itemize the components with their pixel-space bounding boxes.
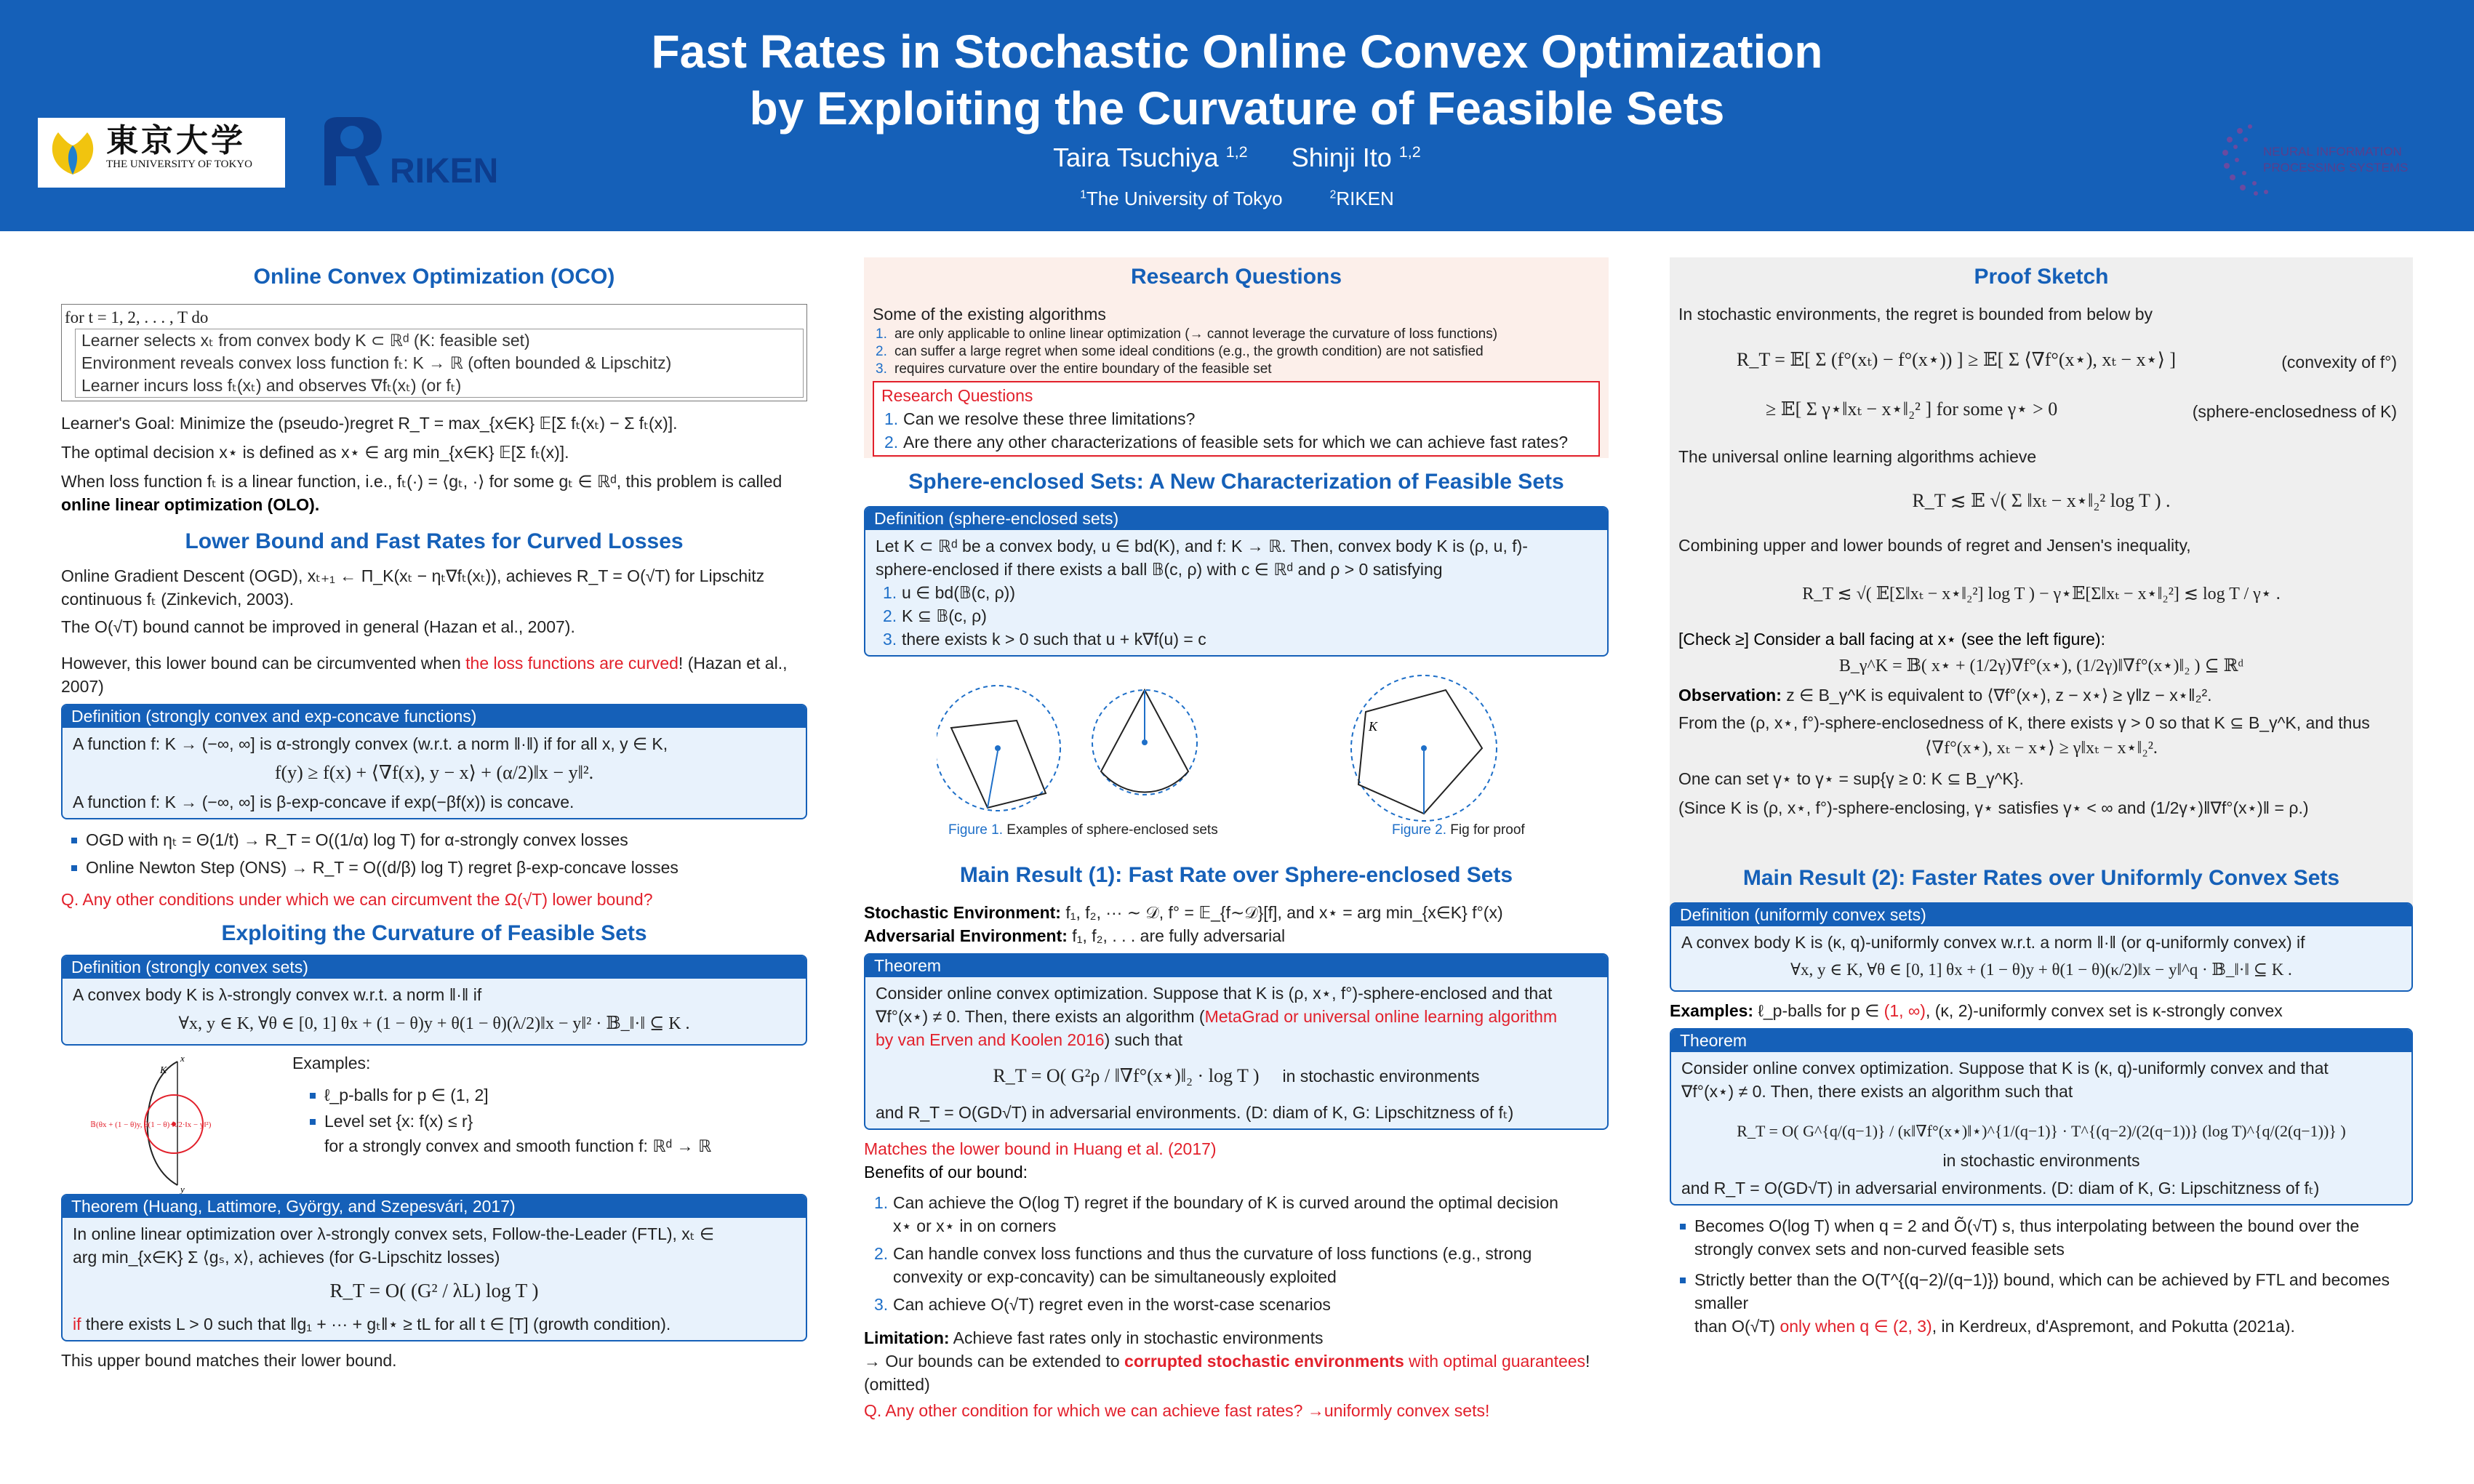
affiliation: The University of Tokyo xyxy=(1086,188,1283,209)
theorem-equation: R_T = O( G^{q/(q−1)} / (κ‖∇f°(x⋆)‖⋆)^{1/(q−1)} · T^{(q−2)/(2(q−1))} (log T)^{q/(2(q−1))} ) xyxy=(1737,1122,2346,1140)
theorem-body xyxy=(1671,1052,2411,1204)
definition-header: Definition (sphere-enclosed sets) xyxy=(865,508,1607,530)
proof-text: One can set γ⋆ to γ⋆ = sup{γ ≥ 0: K ⊆ B_γ^K}. xyxy=(1678,769,2024,788)
theorem-equation-row xyxy=(876,1064,1597,1088)
definition-box-uniformly-convex xyxy=(1670,902,2413,992)
definition-line: A convex body K is λ-strongly convex w.r.t. a norm ‖·‖ if xyxy=(73,985,482,1004)
rq-limitations xyxy=(873,326,1600,378)
uniformly-convex-examples: Examples: ℓ_p-balls for p ∈ (1, ∞), (κ, 2)-uniformly convex set is κ-strongly convex xyxy=(1670,1001,2283,1020)
author-name: Taira Tsuchiya xyxy=(1053,143,1219,172)
theorem-body xyxy=(63,1218,806,1340)
theorem-line: arg min_{x∈K} Σ ⟨gₛ, x⟩, achieves (for G-Lipschitz losses) xyxy=(73,1248,500,1267)
stochastic-env: Stochastic Environment: f₁, f₂, ··· ∼ 𝒟, f° = 𝔼_{f∼𝒟}[f], and x⋆ = arg min_{x∈K} f°(x) xyxy=(864,903,1503,922)
list-item: Online Newton Step (ONS) → R_T = O((d/β) log T) regret β-exp-concave losses xyxy=(68,856,807,879)
oco-step: Learner selects xₜ from convex body K ⊂ ℝᵈ (K: feasible set) xyxy=(81,331,530,350)
logo-english: THE UNIVERSITY OF TOKYO xyxy=(106,159,252,170)
theorem-box-main-1 xyxy=(864,953,1609,1130)
figure-label: Figure 1. xyxy=(948,822,1003,838)
list-item: 2. Can handle convex loss functions and thus the curvature of loss functions (e.g., strong convexity or exp-concavity) can be simultaneously exploited xyxy=(874,1244,1532,1286)
section-title-lower-bound: Lower Bound and Fast Rates for Curved Losses xyxy=(185,529,684,553)
theorem-line: ∇f°(x⋆) ≠ 0. Then, there exists an algorithm such that xyxy=(1681,1082,2073,1101)
logo-kanji: 東京大学 xyxy=(106,122,246,159)
middle-column xyxy=(864,254,1609,1422)
theorem-equation-note: in stochastic environments xyxy=(1942,1151,2140,1170)
definition-line: Let K ⊂ ℝᵈ be a convex body, u ∈ bd(K), and f: K → ℝ. Then, convex body K is (ρ, u, f)- xyxy=(876,537,1528,556)
list-item: Strictly better than the O(T^{(q−2)/(q−1)}) bound, which can be achieved by FTL and becomes smaller than O(√T) only when q ∈ (2, 3), in Kerdreux, d'Aspremont, and Pokutta (2021a). xyxy=(1677,1268,2413,1338)
author-affil-mark: 1,2 xyxy=(1398,143,1421,161)
theorem-equation: R_T = O( G²ρ / ‖∇f°(x⋆)‖₂ · log T ) xyxy=(993,1065,1260,1086)
section-title-research-questions: Research Questions xyxy=(1130,265,1342,289)
proof-text: (Since K is (ρ, x⋆, f°)-sphere-enclosing, γ⋆ satisfies γ⋆ < ∞ and (1/2γ⋆)‖∇f°(x⋆)‖ = ρ.) xyxy=(1678,798,2309,817)
definition-header: Definition (strongly convex sets) xyxy=(63,956,806,979)
olo-text-2: online linear optimization (OLO). xyxy=(61,495,320,514)
left-column xyxy=(61,254,807,1372)
svg-text:NEURAL INFORMATION: NEURAL INFORMATION xyxy=(2263,145,2402,159)
list-item: 1. Can achieve the O(log T) regret if the boundary of K is curved around the optimal decision x⋆ or x⋆ in on corners xyxy=(874,1193,1558,1235)
affil-mark: 1 xyxy=(1080,188,1086,201)
figure-2-caption xyxy=(1392,822,1525,838)
research-questions-content xyxy=(864,302,1609,457)
proof-text: From the (ρ, x⋆, f°)-sphere-enclosedness of K, there exists γ > 0 so that K ⊆ B_γ^K, and thus xyxy=(1678,713,2370,732)
benefits-title: Benefits of our bound: xyxy=(864,1163,1028,1182)
list-item: 2. can suffer a large regret when some ideal conditions (e.g., the growth condition) are not satisfied xyxy=(876,344,1484,359)
theorem-line: Consider online convex optimization. Suppose that K is (ρ, x⋆, f°)-sphere-enclosed and that xyxy=(876,984,1553,1003)
theorem-equation-row xyxy=(1681,1119,2401,1143)
definition-body xyxy=(1671,926,2411,990)
rq-intro: Some of the existing algorithms xyxy=(873,305,1106,324)
figure-1-caption xyxy=(948,822,1218,838)
section-title-proof-sketch: Proof Sketch xyxy=(1974,265,2109,289)
header-banner xyxy=(0,0,2474,231)
svg-text:K: K xyxy=(1369,719,1378,734)
ogd-text-3: The O(√T) bound cannot be improved in general (Hazan et al., 2007). xyxy=(61,617,575,636)
oco-step: Environment reveals convex loss function fₜ: K → ℝ (often bounded & Lipschitz) xyxy=(81,353,672,372)
oco-protocol-box xyxy=(61,304,807,401)
svg-text:RIKEN: RIKEN xyxy=(390,152,499,190)
section-title-oco: Online Convex Optimization (OCO) xyxy=(253,265,615,289)
affiliation: RIKEN xyxy=(1336,188,1394,209)
figures-row xyxy=(864,665,1609,866)
right-column xyxy=(1670,254,2413,1338)
examples-title: Examples: xyxy=(292,1054,371,1072)
definition-box-sphere-enclosed xyxy=(864,506,1609,657)
list-item: Becomes O(log T) when q = 2 and Õ(√T) s, thus interpolating between the bound over the strongly convex sets and non-curved feasible sets xyxy=(1677,1214,2413,1261)
list-item: Level set {x: f(x) ≤ r} xyxy=(307,1110,787,1133)
theorem-box-huang xyxy=(61,1194,807,1341)
rq-box-list xyxy=(881,407,1591,454)
proof-text: The universal online learning algorithms achieve xyxy=(1678,447,2037,466)
circumvent-b: ! (Hazan et al., xyxy=(678,654,788,673)
list-item: 1. u ∈ bd(𝔹(c, ρ)) xyxy=(883,583,1016,602)
theorem-line: Consider online convex optimization. Suppose that K is (κ, q)-uniformly convex and that xyxy=(1681,1059,2329,1078)
section-title-sphere-enclosed: Sphere-enclosed Sets: A New Characterization of Feasible Sets xyxy=(908,470,1564,494)
proof-equation: R_T ≲ √( 𝔼[Σ‖xₜ − x⋆‖₂²] log T ) − γ⋆𝔼[Σ‖xₜ − x⋆‖₂²] ≲ log T / γ⋆ . xyxy=(1802,585,2281,603)
definition-box-strongly-convex-functions xyxy=(61,704,807,819)
definition-line: A function f: K → (−∞, ∞] is β-exp-concave if exp(−βf(x)) is concave. xyxy=(73,793,575,811)
oco-loop-header: for t = 1, 2, . . . , T do xyxy=(65,308,209,326)
figure-caption: Examples of sphere-enclosed sets xyxy=(1006,822,1218,838)
theorem-header: Theorem xyxy=(865,955,1607,977)
proof-eq-row xyxy=(1678,336,2404,390)
proof-text: In stochastic environments, the regret is bounded from below by xyxy=(1678,305,2153,324)
circumvent-highlight: the loss functions are curved xyxy=(465,654,678,673)
check-text: [Check ≥] Consider a ball facing at x⋆ (see the left figure): xyxy=(1678,630,2105,649)
list-item: OGD with ηₜ = Θ(1/t) → R_T = O((1/α) log T) for α-strongly convex losses xyxy=(68,828,807,851)
examples-note: for a strongly convex and smooth function f: ℝᵈ → ℝ xyxy=(324,1136,712,1155)
proof-equation: B_γ^K = 𝔹( x⋆ + (1/2γ)∇f°(x⋆), (1/2γ)‖∇f°(x⋆)‖₂ ) ⊆ ℝᵈ xyxy=(1838,657,2244,675)
omitted-note: (omitted) xyxy=(864,1375,930,1394)
proof-equation: R_T = 𝔼[ Σ (f°(xₜ) − f°(x⋆)) ] ≥ 𝔼[ Σ ⟨∇f°(x⋆), xₜ − x⋆⟩ ] xyxy=(1737,349,2177,370)
svg-text:y: y xyxy=(180,1184,185,1194)
proof-equation-note: (convexity of f°) xyxy=(2281,353,2397,372)
theorem-equation-note: in stochastic environments xyxy=(1282,1067,1480,1086)
definition-line: sphere-enclosed if there exists a ball 𝔹(c, ρ) with c ∈ ℝᵈ and ρ > 0 satisfying xyxy=(876,560,1443,579)
svg-text:K: K xyxy=(160,1065,167,1076)
matches-note: Matches the lower bound in Huang et al. (2017) xyxy=(864,1139,1217,1158)
proof-sketch-content xyxy=(1670,302,2413,819)
main-result-2-notes xyxy=(1677,1214,2413,1338)
proof-eq-row xyxy=(1678,390,2404,444)
affil-mark: 2 xyxy=(1329,188,1337,201)
theorem-if: if xyxy=(73,1315,81,1333)
definition-conditions xyxy=(880,581,1597,651)
list-item: 2. K ⊆ 𝔹(c, ρ) xyxy=(883,606,987,625)
strongly-convex-set-figure xyxy=(90,1051,308,1194)
definition-body xyxy=(865,530,1607,655)
proof-text: Combining upper and lower bounds of regret and Jensen's inequality, xyxy=(1678,536,2191,555)
svg-text:PROCESSING SYSTEMS: PROCESSING SYSTEMS xyxy=(2263,161,2409,175)
question-1: Q. Any other conditions under which we can circumvent the Ω(√T) lower bound? xyxy=(61,890,653,909)
oco-steps xyxy=(75,329,804,398)
definition-header: Definition (strongly convex and exp-concave functions) xyxy=(63,705,806,728)
riken-logo xyxy=(317,113,506,193)
definition-equation: f(y) ≥ f(x) + ⟨∇f(x), y − x⟩ + (α/2)‖x − y‖². xyxy=(274,762,594,783)
definition-body xyxy=(63,728,806,818)
university-of-tokyo-logo xyxy=(38,118,285,188)
sphere-enclosed-examples-figure xyxy=(937,670,1242,822)
strongly-convex-examples xyxy=(61,1051,807,1194)
definition-equation: ∀x, y ∈ K, ∀θ ∈ [0, 1] θx + (1 − θ)y + θ(1 − θ)(λ/2)‖x − y‖² · 𝔹_‖·‖ ⊆ K . xyxy=(178,1014,690,1033)
svg-text:x: x xyxy=(180,1053,185,1064)
circumvent-c: 2007) xyxy=(61,677,104,696)
theorem-body xyxy=(865,977,1607,1128)
proof-equation: ⟨∇f°(x⋆), xₜ − x⋆⟩ ≥ γ‖xₜ − x⋆‖₂². xyxy=(1925,739,2158,758)
ogd-text-2: continuous fₜ (Zinkevich, 2003). xyxy=(61,590,295,609)
list-item: 3. Can achieve O(√T) regret even in the worst-case scenarios xyxy=(874,1295,1331,1314)
fast-rates-list xyxy=(68,828,807,879)
rq-box-header: Research Questions xyxy=(881,386,1033,405)
theorem-condition: there exists L > 0 such that ‖g₁ + ··· + gₜ‖⋆ ≥ tL for all t ∈ [T] (growth condition). xyxy=(81,1315,671,1333)
theorem-line: ∇f°(x⋆) ≠ 0. Then, there exists an algorithm (MetaGrad or universal online learning algorithm xyxy=(876,1007,1558,1026)
theorem-line: by van Erven and Koolen 2016) such that xyxy=(876,1030,1182,1049)
examples-list xyxy=(307,1083,787,1133)
theorem-equation: R_T = O( (G² / λL) log T ) xyxy=(329,1280,539,1301)
proof-equation: R_T ≲ 𝔼 √( Σ ‖xₜ − x⋆‖₂² log T ) . xyxy=(1912,490,2171,511)
proof-figure xyxy=(1337,668,1562,835)
list-item: 1. Can we resolve these three limitations? xyxy=(884,409,1196,428)
theorem-line: and R_T = O(GD√T) in adversarial environments. (D: diam of K, G: Lipschitzness of fₜ) xyxy=(1681,1179,2320,1198)
question-2: Q. Any other condition for which we can achieve fast rates? →uniformly convex sets! xyxy=(864,1401,1490,1420)
list-item: 1. are only applicable to online linear optimization (→ cannot leverage the curvature of loss functions) xyxy=(876,326,1498,342)
theorem-line: and R_T = O(GD√T) in adversarial environments. (D: diam of K, G: Lipschitzness of fₜ) xyxy=(876,1103,1514,1122)
section-title-main-result-2: Main Result (2): Faster Rates over Uniformly Convex Sets xyxy=(1742,866,2340,890)
rq-box xyxy=(873,381,1600,457)
theorem-header: Theorem xyxy=(1671,1030,2411,1052)
svg-text:𝔹(θx + (1 − θ)y, θ(1 − θ)·λ/2: 𝔹(θx + (1 − θ)y, θ(1 − θ)·λ/2·‖x − y‖²) xyxy=(90,1120,212,1129)
extension: → Our bounds can be extended to corrupted stochastic environments with optimal guarantees! xyxy=(864,1352,1590,1371)
upper-bound-note: This upper bound matches their lower bound. xyxy=(61,1351,397,1370)
definition-equation: ∀x, y ∈ K, ∀θ ∈ [0, 1] θx + (1 − θ)y + θ(1 − θ)(κ/2)‖x − y‖^q · 𝔹_‖·‖ ⊆ K . xyxy=(1790,960,2292,979)
definition-line: A convex body K is (κ, q)-uniformly convex w.r.t. a norm ‖·‖ (or q-uniformly convex) if xyxy=(1681,933,2305,952)
definition-line: A function f: K → (−∞, ∞] is α-strongly convex (w.r.t. a norm ‖·‖) if for all x, y ∈ K, xyxy=(73,734,668,753)
figure-label: Figure 2. xyxy=(1392,822,1446,838)
definition-header: Definition (uniformly convex sets) xyxy=(1671,904,2411,926)
theorem-header: Theorem (Huang, Lattimore, György, and Szepesvári, 2017) xyxy=(63,1195,806,1218)
limitation: Limitation: Achieve fast rates only in stochastic environments xyxy=(864,1328,1324,1347)
olo-text-1: When loss function fₜ is a linear function, i.e., fₜ(·) = ⟨gₜ, ·⟩ for some gₜ ∈ ℝᵈ, this problem is called xyxy=(61,472,782,491)
theorem-box-main-2 xyxy=(1670,1028,2413,1206)
proof-equation: ≥ 𝔼[ Σ γ⋆‖xₜ − x⋆‖₂² ] for some γ⋆ > 0 xyxy=(1766,398,2058,420)
neurips-logo xyxy=(2208,111,2426,205)
oco-step: Learner incurs loss fₜ(xₜ) and observes ∇fₜ(xₜ) (or fₜ) xyxy=(81,376,462,395)
optimal-decision: The optimal decision x⋆ is defined as x⋆ ∈ arg min_{x∈K} 𝔼[Σ fₜ(x)]. xyxy=(61,443,569,462)
adversarial-env: Adversarial Environment: f₁, f₂, . . . are fully adversarial xyxy=(864,926,1286,945)
definition-body xyxy=(63,979,806,1044)
author-name: Shinji Ito xyxy=(1291,143,1392,172)
section-title-exploiting: Exploiting the Curvature of Feasible Sets xyxy=(221,921,647,945)
observation: Observation: z ∈ B_γ^K is equivalent to ⟨∇f°(x⋆), z − x⋆⟩ ≥ γ‖z − x⋆‖₂². xyxy=(1678,686,2212,705)
list-item: ℓ_p-balls for p ∈ (1, 2] xyxy=(307,1083,787,1107)
definition-box-strongly-convex-sets xyxy=(61,955,807,1046)
theorem-line: In online linear optimization over λ-strongly convex sets, Follow-the-Leader (FTL), xₜ ∈ xyxy=(73,1224,715,1243)
circumvent-text xyxy=(61,651,807,675)
list-item: 3. there exists k > 0 such that u + k∇f(u) = c xyxy=(883,630,1206,649)
proof-equation-note: (sphere-enclosedness of K) xyxy=(2192,402,2397,421)
circumvent-a: However, this lower bound can be circumvented when xyxy=(61,654,466,673)
theorem-line xyxy=(73,1312,796,1336)
benefits-list xyxy=(871,1191,1609,1316)
section-title-main-result-1: Main Result (1): Fast Rate over Sphere-enclosed Sets xyxy=(959,863,1513,887)
ginkgo-emblem-icon xyxy=(44,124,102,182)
list-item: 2. Are there any other characterizations of feasible sets for which we can achieve fast rates? xyxy=(884,433,1569,452)
ogd-text-1: Online Gradient Descent (OGD), xₜ₊₁ ← Π_K(xₜ − ηₜ∇fₜ(xₜ)), achieves R_T = O(√T) for Lipschitz xyxy=(61,566,765,585)
poster-title-line2: by Exploiting the Curvature of Feasible Sets xyxy=(749,82,1725,135)
author-affil-mark: 1,2 xyxy=(1225,143,1248,161)
learner-goal: Learner's Goal: Minimize the (pseudo-)regret R_T = max_{x∈K} 𝔼[Σ fₜ(xₜ) − Σ fₜ(x)]. xyxy=(61,414,678,433)
list-item: 3. requires curvature over the entire boundary of the feasible set xyxy=(876,361,1272,377)
figure-caption: Fig for proof xyxy=(1450,822,1525,838)
poster-title-line1: Fast Rates in Stochastic Online Convex Optimization xyxy=(651,25,1823,78)
